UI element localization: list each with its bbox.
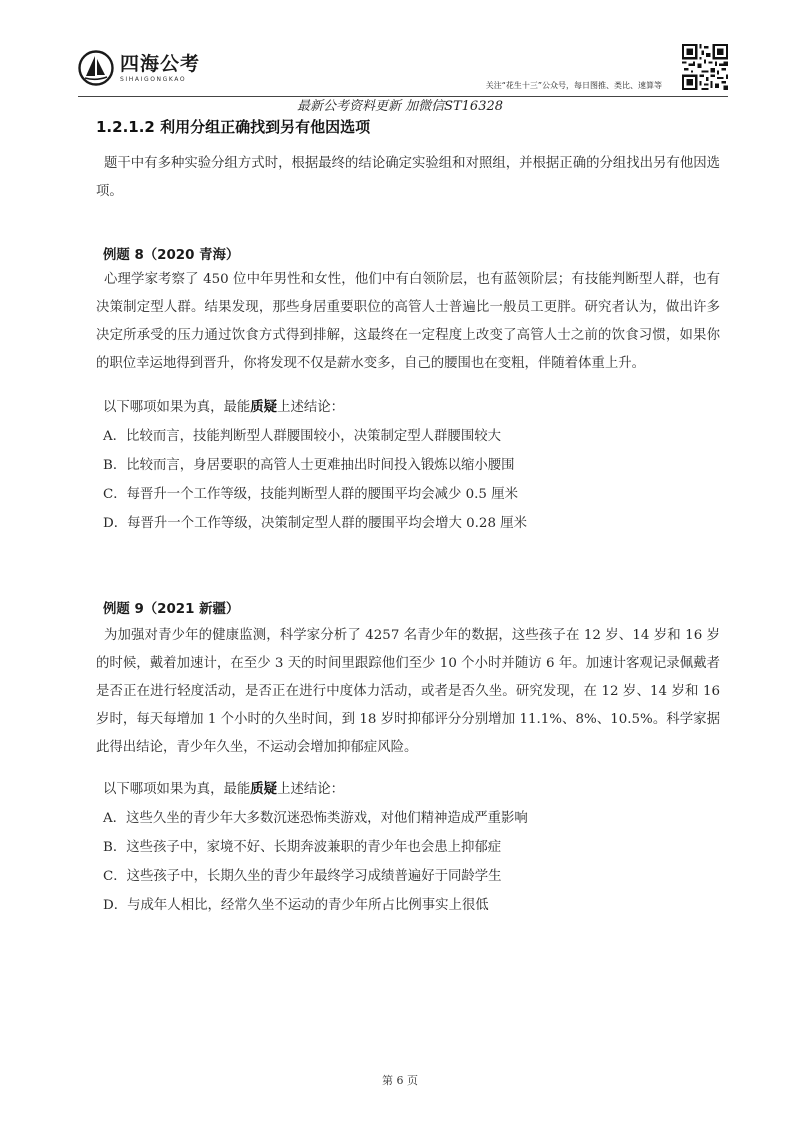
brand-name: 四海公考 — [120, 53, 201, 75]
example-9-title: 例题 9（2021 新疆） — [103, 602, 240, 617]
section-intro: 题干中有多种实验分组方式时，根据最终的结论确定实验组和对照组，并根据正确的分组找出另有他因选项。 — [96, 156, 720, 199]
example-8-option-c: C．每晋升一个工作等级，技能判断型人群的腰围平均会减少 0.5 厘米 — [103, 487, 518, 502]
example-9-stem: 为加强对青少年的健康监测，科学家分析了 4257 名青少年的数据，这些孩子在 12 岁、14 岁和 16 岁的时候，戴着加速计，在至少 3 天的时间里跟踪他们至少 10 个小时并随访 6 年。加速计客观记录佩戴者是否正在进行轻度活动，是否正在进行中度体力活动，或者是否久坐。研究发现，在 12 岁、14 岁和 16 岁时，每天每增加 1 个小时的久坐时间，到 18 岁时抑郁评分分别增加 11.1%、8%、10.5%。科学家据此得出结论，青少年久坐，不运动会增加抑郁症风险。 — [96, 628, 720, 755]
example-8-option-a: A．比较而言，技能判断型人群腰围较小，决策制定型人群腰围较大 — [103, 429, 501, 444]
header-note: 关注“花生十三”公众号，每日图推、类比、速算等 — [485, 81, 662, 90]
example-8-option-d: D．每晋升一个工作等级，决策制定型人群的腰围平均会增大 0.28 厘米 — [103, 516, 527, 531]
section-title: 1.2.1.2 利用分组正确找到另有他因选项 — [96, 118, 371, 136]
page-header — [78, 44, 728, 100]
sailboat-logo-icon — [78, 50, 114, 86]
example-8-title: 例题 8（2020 青海） — [103, 248, 240, 263]
example-9-question: 以下哪项如果为真，最能质疑上述结论： — [103, 781, 345, 797]
example-9-option-c: C．这些孩子中，长期久坐的青少年最终学习成绩普遍好于同龄学生 — [103, 869, 502, 884]
example-9-option-a: A．这些久坐的青少年大多数沉迷恐怖类游戏，对他们精神造成严重影响 — [103, 811, 528, 826]
example-8-option-b: B．比较而言，身居要职的高管人士更难抽出时间投入锻炼以缩小腰围 — [103, 458, 515, 473]
example-9-option-b: B．这些孩子中，家境不好、长期奔波兼职的青少年也会患上抑郁症 — [103, 840, 502, 855]
brand-subtitle: SIHAIGONGKAO — [120, 76, 187, 83]
page-number: 第 6 页 — [382, 1074, 418, 1087]
example-8-question: 以下哪项如果为真，最能质疑上述结论： — [103, 399, 345, 415]
qr-code-icon — [682, 44, 728, 90]
example-9-option-d: D．与成年人相比，经常久坐不运动的青少年所占比例事实上很低 — [103, 898, 489, 913]
promo-line: 最新公考资料更新 加微信ST16328 — [296, 99, 504, 114]
question-keyword: 质疑 — [250, 781, 278, 797]
question-keyword: 质疑 — [250, 399, 278, 415]
example-8-stem: 心理学家考察了 450 位中年男性和女性，他们中有白领阶层，也有蓝领阶层；有技能判断型人群，也有决策制定型人群。结果发现，那些身居重要职位的高管人士普遍比一般员工更胖。研究者认为，做出许多决定所承受的压力通过饮食方式得到排解，这最终在一定程度上改变了高管人士之前的饮食习惯，如果你的职位幸运地得到晋升，你将发现不仅是薪水变多，自己的腰围也在变粗，伴随着体重上升。 — [96, 272, 720, 371]
brand-logo — [78, 50, 200, 86]
